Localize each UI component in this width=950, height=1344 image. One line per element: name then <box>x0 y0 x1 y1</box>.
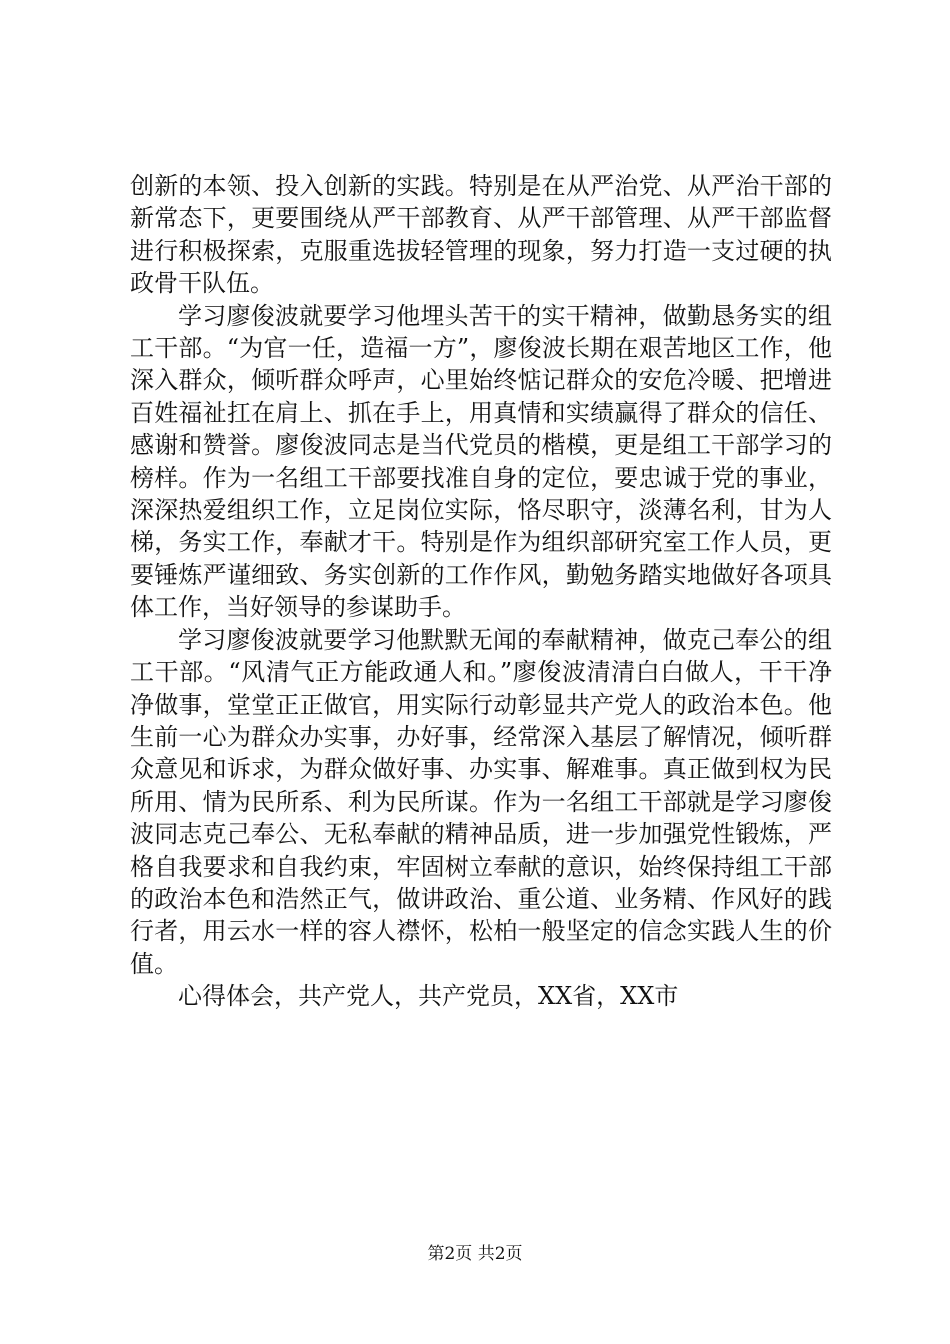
page-footer: 第2页 共2页 <box>427 1244 523 1264</box>
paragraph-hardworking-spirit: 学习廖俊波就要学习他埋头苦干的实干精神，做勤恳务实的组工干部。“为官一任，造福一方”，廖俊波长期在艰苦地区工作，他深入群众，倾听群众呼声，心里始终惦记群众的安危冷暖、把增进百姓福祉扛在肩上、抓在手上，用真情和实绩赢得了群众的信任、感谢和赞誉。廖俊波同志是当代党员的楷模，更是组工干部学习的榜样。作为一名组工干部要找准自身的定位，要忠诚于党的事业，深深热爱组织工作，立足岗位实际，恪尽职守，淡薄名利，甘为人梯，务实工作，奉献才干。特别是作为组织部研究室工作人员，更要锤炼严谨细致、务实创新的工作作风，勤勉务踏实地做好各项具体工作，当好领导的参谋助手。 <box>130 301 832 622</box>
paragraph-continuation: 创新的本领、投入创新的实践。特别是在从严治党、从严治干部的新常态下，更要围绕从严干部教育、从严干部管理、从严干部监督进行积极探索，克服重选拔轻管理的现象，努力打造一支过硬的执政骨干队伍。 <box>130 172 832 298</box>
document-body <box>130 170 832 1013</box>
keywords-line: 心得体会，共产党人，共产党员，XX省，XX市 <box>178 982 679 1011</box>
paragraph-dedication-spirit: 学习廖俊波就要学习他默默无闻的奉献精神，做克己奉公的组工干部。“风清气正方能政通人和。”廖俊波清清白白做人，干干净净做事，堂堂正正做官，用实际行动彰显共产党人的政治本色。他生前一心为群众办实事，办好事，经常深入基层了解情况，倾听群众意见和诉求，为群众做好事、办实事、解难事。真正做到权为民所用、情为民所系、利为民所谋。作为一名组工干部就是学习廖俊波同志克己奉公、无私奉献的精神品质，进一步加强党性锻炼，严格自我要求和自我约束，牢固树立奉献的意识，始终保持组工干部的政治本色和浩然正气，做讲政治、重公道、业务精、作风好的践行者，用云水一样的容人襟怀，松柏一般坚定的信念实践人生的价值。 <box>130 625 832 978</box>
